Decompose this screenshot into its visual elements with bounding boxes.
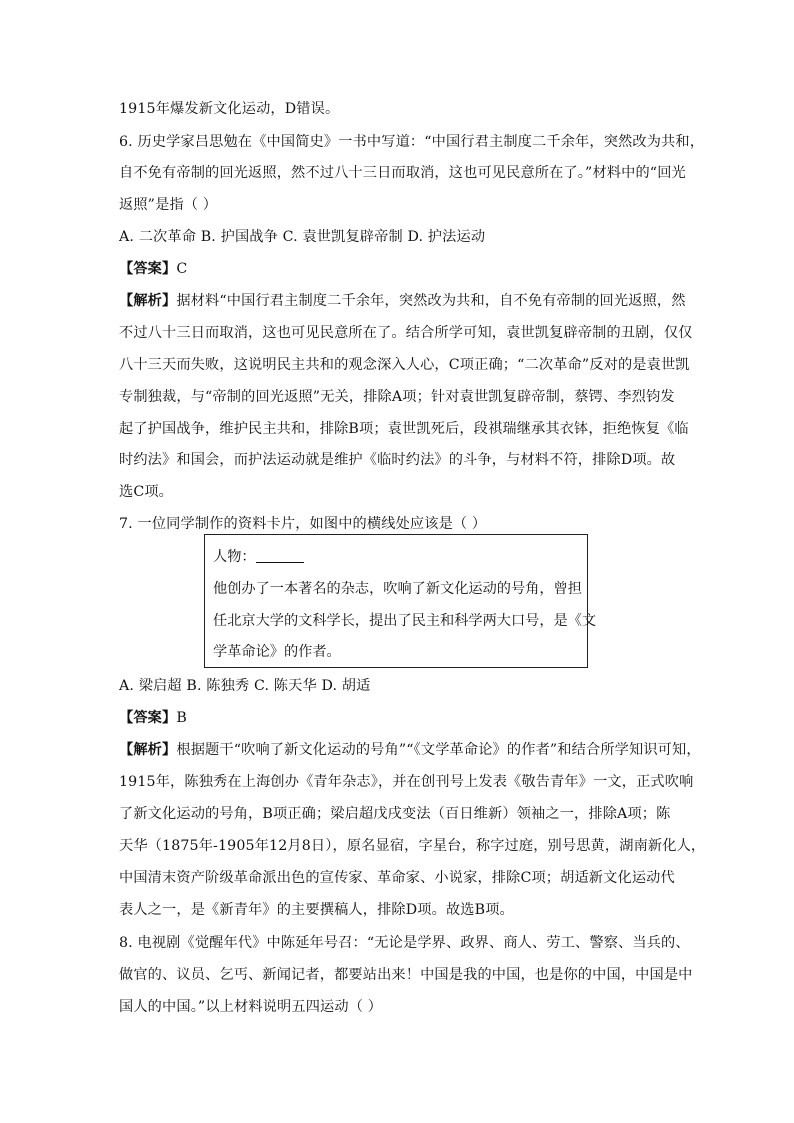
text-line: 1915年爆发新文化运动，D错误。: [119, 101, 340, 117]
analysis-6: 【解析】据材料“中国行君主制度二千余年，突然改为共和，自不免有帝制的回光返照，然: [119, 293, 686, 309]
text-line: 八十三天而失败，这说明民主共和的观念深入人心，C项正确；“二次革命”反对的是袁世凯: [119, 357, 690, 373]
question-8-stem: 8. 电视剧《觉醒年代》中陈延年号召：“无论是学界、政界、商人、劳工、警察、当兵的、: [119, 935, 690, 951]
text-line: 中国清末资产阶级革命派出色的宣传家、革命家、小说家，排除C项；胡适新文化运动代: [119, 870, 675, 886]
text-line: 自不免有帝制的回光返照，然不过八十三日而取消，这也可见民意所在了。”材料中的“回光: [119, 165, 686, 181]
info-card: [204, 534, 597, 668]
text-line: 天华（1875年-1905年12月8日），原名显宿，字星台，称字过庭，别号思黄，湖南新化人，: [119, 838, 706, 854]
question-6-stem: 6. 历史学家吕思勉在《中国简史》一书中写道：“中国行君主制度二千余年，突然改为共和，: [119, 134, 705, 150]
text-line: 起了护国战争，维护民主共和，排除B项；袁世凯死后，段祺瑞继承其衣钵，拒绝恢复《临: [119, 421, 689, 437]
text-line: 不过八十三日而取消，这也可见民意所在了。结合所学可知，袁世凯复辟帝制的丑剧，仅仅: [119, 325, 693, 341]
question-6-options: A. 二次革命 B. 护国战争 C. 袁世凯复辟帝制 D. 护法运动: [119, 229, 486, 245]
section-marker: 【解析】: [119, 742, 177, 758]
text-line: 选C项。: [119, 484, 174, 500]
answer-6: 【答案】C: [119, 261, 188, 277]
text-line: 1915年，陈独秀在上海创办《青年杂志》，并在创刊号上发表《敬告青年》一文，正式吹响: [119, 774, 694, 790]
answer-7: 【答案】B: [119, 710, 187, 726]
section-marker: 【解析】: [119, 293, 177, 309]
card-text-line: 学革命论》的作者。: [213, 644, 341, 660]
text-line: 专制独裁，与“帝制的回光返照”无关，排除A项；针对袁世凯复辟帝制，蔡锷、李烈钧发: [119, 389, 675, 405]
card-text-line: 任北京大学的文科学长，提出了民主和科学两大口号，是《文: [213, 613, 597, 629]
text-line: 了新文化运动的号角，B项正确；梁启超戊戌变法（百日维新）领袖之一，排除A项；陈: [119, 806, 671, 822]
text-line: 返照”是指（ ）: [119, 197, 218, 213]
text-line: 做官的、议员、乞丐、新闻记者，都要站出来！中国是我的中国，也是你的中国，中国是中: [119, 967, 693, 983]
card-person-label: 人物：: [213, 549, 256, 565]
card-text-line: 他创办了一本著名的杂志，吹响了新文化运动的号角，曾担: [213, 581, 582, 597]
blank-line: [256, 548, 304, 563]
analysis-7: 【解析】根据题干“吹响了新文化运动的号角”“《文学革命论》的作者”和结合所学知识可知，: [119, 742, 701, 758]
text-line: 表人之一，是《新青年》的主要撰稿人，排除D项。故选B项。: [119, 902, 514, 918]
question-7-options: A. 梁启超 B. 陈独秀 C. 陈天华 D. 胡适: [119, 678, 371, 694]
text-line: 国人的中国。”以上材料说明五四运动（ ）: [119, 999, 383, 1015]
text-line: 时约法》和国会，而护法运动就是维护《临时约法》的斗争，与材料不符，排除D项。故: [119, 452, 676, 468]
question-7-stem: 7. 一位同学制作的资料卡片，如图中的横线处应该是（ ）: [119, 516, 487, 532]
section-marker: 【答案】: [119, 710, 177, 726]
card-person-row: [213, 547, 304, 567]
section-marker: 【答案】: [119, 261, 177, 277]
